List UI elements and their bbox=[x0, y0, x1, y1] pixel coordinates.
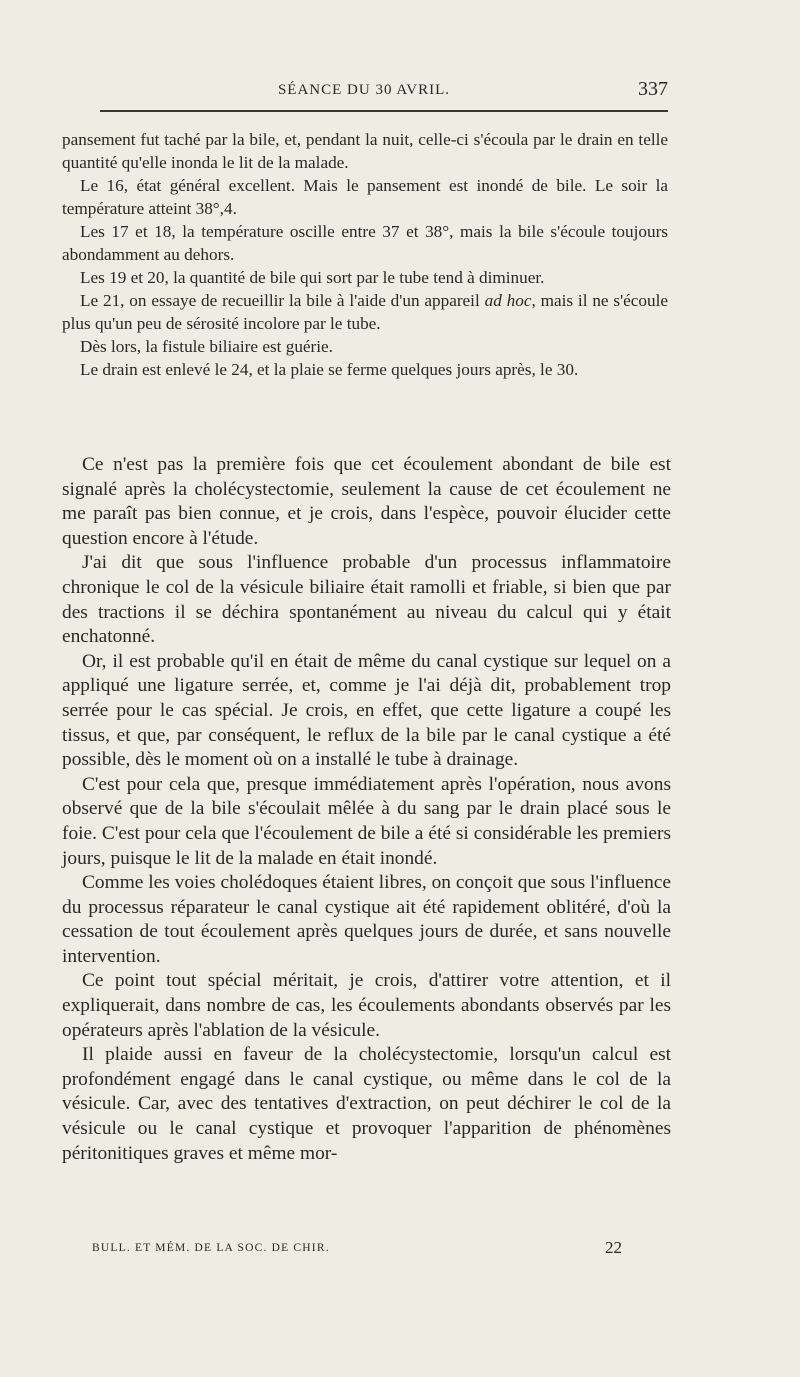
commentary-paragraph: Il plaide aussi en faveur de la cholécystectomie, lorsqu'un calcul est profondément engagé dans le canal cystique, ou même dans le col de la vésicule. Car, avec des tentatives d'extraction, on peut déchirer le col de la vésicule ou le canal cystique et provoquer l'apparition de phénomènes péritonitiques graves et même mor- bbox=[62, 1044, 671, 1164]
commentary-paragraph: Ce n'est pas la première fois que cet écoulement abondant de bile est signalé après la cholécystectomie, seulement la cause de cet écoulement ne me paraît pas bien connue, et je crois, dans l'espèce, pouvoir élucider cette question encore à l'étude. bbox=[62, 454, 671, 549]
commentary-block bbox=[62, 453, 671, 1166]
case-notes-block bbox=[62, 128, 668, 381]
page-header bbox=[60, 76, 668, 110]
commentary-paragraph: C'est pour cela que, presque immédiatement après l'opération, nous avons observé que de la bile s'écoulait mêlée à du sang par le drain placé sous le foie. C'est pour cela que l'écoulement de bile a été si considérable les premiers jours, puisque le lit de la malade en était inondé. bbox=[62, 773, 671, 869]
case-note-paragraph: pansement fut taché par la bile, et, pendant la nuit, celle-ci s'écoula par le drain en telle quantité qu'elle inonda le lit de la malade. bbox=[62, 130, 668, 172]
commentary-paragraph: Comme les voies cholédoques étaient libres, on conçoit que sous l'influence du processus réparateur le canal cystique ait été rapidement oblitéré, d'où la cessation de tout écoulement après quelques jours de durée, et sans nouvelle intervention. bbox=[62, 872, 671, 967]
commentary-paragraph: Or, il est probable qu'il en était de même du canal cystique sur lequel on a appliqué une ligature serrée, et, comme je l'ai déjà dit, probablement trop serrée pour le cas spécial. Je crois, en effet, que cette ligature a coupé les tissus, et que, par conséquent, le reflux de la bile par le canal cystique a été possible, dès le moment où on a installé le tube à drainage. bbox=[62, 650, 671, 771]
running-title: SÉANCE DU 30 AVRIL. bbox=[277, 82, 451, 98]
case-note-paragraph: Les 17 et 18, la température oscille entre 37 et 38°, mais la bile s'écoule toujours abondamment au dehors. bbox=[62, 222, 668, 264]
case-note-paragraph: Dès lors, la fistule biliaire est guérie. bbox=[80, 337, 333, 356]
sheet-signature-number: 22 bbox=[605, 1238, 622, 1257]
text-run: mais il ne s'écoule plus qu'un peu de sérosité incolore par le tube. bbox=[62, 291, 669, 333]
commentary-paragraph: Ce point tout spécial méritait, je crois, d'attirer votre attention, et il expliquerait, dans nombre de cas, les écoulements abondants observés par les opérateurs après l'ablation de la vésicule. bbox=[62, 970, 671, 1041]
case-note-paragraph: Le 16, état général excellent. Mais le pansement est inondé de bile. Le soir la température atteint 38°,4. bbox=[62, 176, 668, 218]
text-run: , bbox=[531, 291, 536, 310]
italic-text: ad hoc bbox=[484, 291, 532, 310]
case-note-paragraph-ad-hoc bbox=[62, 289, 668, 335]
case-note-paragraph: Le drain est enlevé le 24, et la plaie se ferme quelques jours après, le 30. bbox=[80, 360, 579, 379]
page-number: 337 bbox=[638, 78, 668, 100]
text-run: Le 21, on essaye de recueillir la bile à l'aide d'un appareil bbox=[80, 291, 485, 310]
case-note-paragraph: Les 19 et 20, la quantité de bile qui sort par le tube tend à diminuer. bbox=[80, 268, 545, 287]
header-rule bbox=[100, 110, 668, 112]
commentary-paragraph: J'ai dit que sous l'influence probable d'un processus inflammatoire chronique le col de la vésicule biliaire était ramolli et friable, si bien que par des tractions il se déchira spontanément au niveau du calcul qui y était enchatonné. bbox=[62, 552, 671, 648]
page-footer bbox=[92, 1238, 622, 1262]
journal-signature: BULL. ET MÉM. DE LA SOC. DE CHIR. bbox=[92, 1242, 330, 1254]
